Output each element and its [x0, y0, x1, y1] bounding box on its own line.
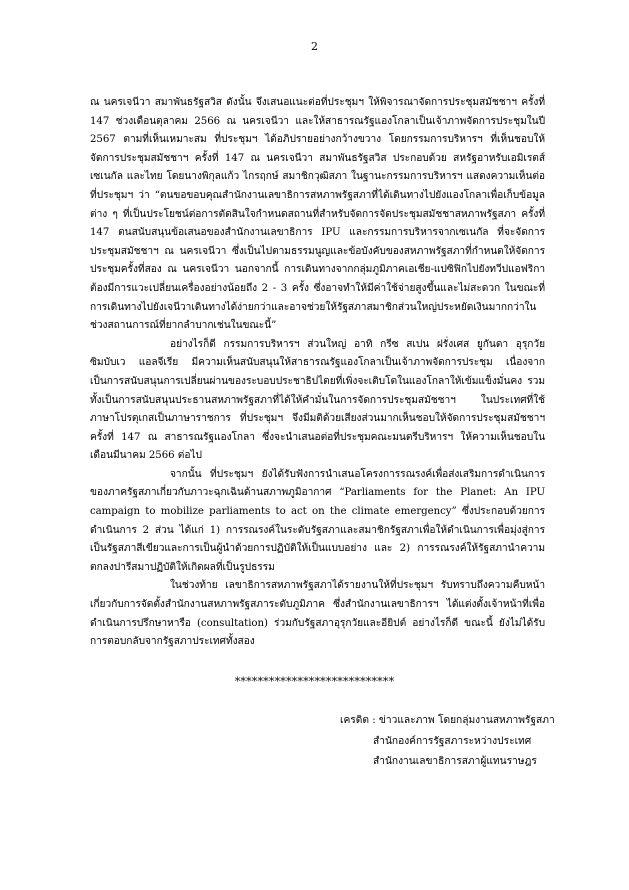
credits-block	[340, 711, 620, 773]
page-number: 2	[311, 40, 318, 53]
paragraph-executive-committee-decision: อย่างไรก็ดี กรรมการบริหารฯ ส่วนใหญ่ อาทิ กรีซ สเปน ฝรั่งเศส ยูกันดา อุรุกวัย ซิมบับเว แอลจีเรีย มีความเห็นสนับสนุนให้สาธารณรัฐแองโกลาเป็นเจ้าภาพจัดการประชุม เนื่องจากเป็นการสนับสนุนการเปลี่ยนผ่านของระบอบประชาธิปไตยที่เพิ่งจะเติบโตในแองโกลาให้เข้มแข็งมั่นคง รวมทั้งเป็นการสนับสนุนประธานสหภาพรัฐสภาที่ได้ให้คำมั่นในการจัดการประชุมสมัชชาฯ ในประเทศที่ใช้ภาษาโปรตุเกสเป็นภาษาราชการ ที่ประชุมฯ จึงมีมติด้วยเสียงส่วนมากเห็นชอบให้จัดการประชุมสมัชชาฯ ครั้งที่ 147 ณ สาธารณรัฐแองโกลา ซึ่งจะนำเสนอต่อที่ประชุมคณะมนตรีบริหารฯ ให้ความเห็นชอบในเดือนมีนาคม 2566 ต่อไป	[90, 338, 545, 462]
credits-organization: สำนักงานเลขาธิการสภาผู้แทนราษฎร	[373, 756, 537, 767]
credits-line: เครดิต : ข่าวและภาพ โดยกลุ่มงานสหภาพรัฐสภา	[340, 715, 555, 726]
document-body	[90, 94, 545, 652]
paragraph-venue-discussion: ณ นครเจนีวา สมาพันธรัฐสวิส ดังนั้น จึงเสนอแนะต่อที่ประชุมฯ ให้พิจารณาจัดการประชุมสมัชชาฯ ครั้งที่ 147 ช่วงเดือนตุลาคม 2566 ณ นครเจนีวา และให้สาธารณรัฐแองโกลาเป็นเจ้าภาพจัดการประชุมในปี 2567 ตามที่เห็นเหมาะสม ที่ประชุมฯ ได้อภิปรายอย่างกว้างขวาง โดยกรรมการบริหารฯ ที่เห็นชอบให้จัดการประชุมสมัชชาฯ ครั้งที่ 147 ณ นครเจนีวา สมาพันธรัฐสวิส ประกอบด้วย สหรัฐอาหรับเอมิเรตส์ เซเนกัล และไทย โดยนางพิกุลแก้ว ไกรฤกษ์ สมาชิกวุฒิสภา ในฐานะกรรมการบริหารฯ แสดงความเห็นต่อที่ประชุมฯ ว่า “ตนขอขอบคุณสำนักงานเลขาธิการสหภาพรัฐสภาที่ได้เดินทางไปยังแองโกลาเพื่อเก็บข้อมูลต่าง ๆ ที่เป็นประโยชน์ต่อการตัดสินใจกำหนดสถานที่สำหรับจัดการจัดประชุมสมัชชาสหภาพรัฐสภา ครั้งที่ 147 ตนสนับสนุนข้อเสนอของสำนักงานเลขาธิการ IPU และกรรมการบริหารจากเซเนกัล ที่จะจัดการประชุมสมัชชาฯ ณ นครเจนีวา ซึ่งเป็นไปตามธรรมนูญและข้อบังคับของสหภาพรัฐสภาที่กำหนดให้จัดการประชุมครั้งที่สอง ณ นครเจนีวา นอกจากนี้ การเดินทางจากกลุ่มภูมิภาคเอเชีย-แปซิฟิกไปยังทวีปแอฟริกาต้องมีการแวะเปลี่ยนเครื่องอย่างน้อยถึง 2 - 3 ครั้ง ซึ่งอาจทำให้มีค่าใช้จ่ายสูงขึ้นและไม่สะดวก ในขณะที่การเดินทางไปยังเจนีวาเดินทางได้ง่ายกว่าและอาจช่วยให้รัฐสภาสมาชิกส่วนใหญ่ประหยัดเงินมากกว่าในช่วงสถานการณ์ที่ยากลำบากเช่นในขณะนี้”	[90, 97, 545, 332]
section-separator: ****************************	[234, 675, 395, 688]
paragraph-climate-campaign: จากนั้น ที่ประชุมฯ ยังได้รับฟังการนำเสนอโครงการรณรงค์เพื่อส่งเสริมการดำเนินการของภาครัฐสภาเกี่ยวกับภาวะฉุกเฉินด้านสภาพภูมิอากาศ “Parliaments for the Planet: An IPU campaign to mobilize parliaments to act on the climate emergency” ซึ่งประกอบด้วยการดำเนินการ 2 ส่วน ได้แก่ 1) การรณรงค์ในระดับรัฐสภาและสมาชิกรัฐสภาเพื่อให้ดำเนินการเพื่อมุ่งสู่การเป็นรัฐสภาสีเขียวและการเป็นผู้นำด้วยการปฏิบัติให้เป็นแบบอย่าง และ 2) การรณรงค์ให้รัฐสภานำความตกลงปารีสมาปฏิบัติให้เกิดผลที่เป็นรูปธรรม	[90, 468, 545, 573]
credits-department: สำนักองค์การรัฐสภาระหว่างประเทศ	[373, 735, 532, 747]
paragraph-regional-office: ในช่วงท้าย เลขาธิการสหภาพรัฐสภาได้รายงานให้ที่ประชุมฯ รับทราบถึงความคืบหน้าเกี่ยวกับการจัดตั้งสำนักงานสหภาพรัฐสภาระดับภูมิภาค ซึ่งสำนักงานเลขาธิการฯ ได้แต่งตั้งเจ้าหน้าที่เพื่อดำเนินการปรึกษาหารือ (consultation) ร่วมกับรัฐสภาอุรุกวัยและอียิปต์ อย่างไรก็ดี ขณะนี้ ยังไม่ได้รับการตอบกลับจากรัฐสภาประเทศทั้งสอง	[90, 580, 545, 648]
